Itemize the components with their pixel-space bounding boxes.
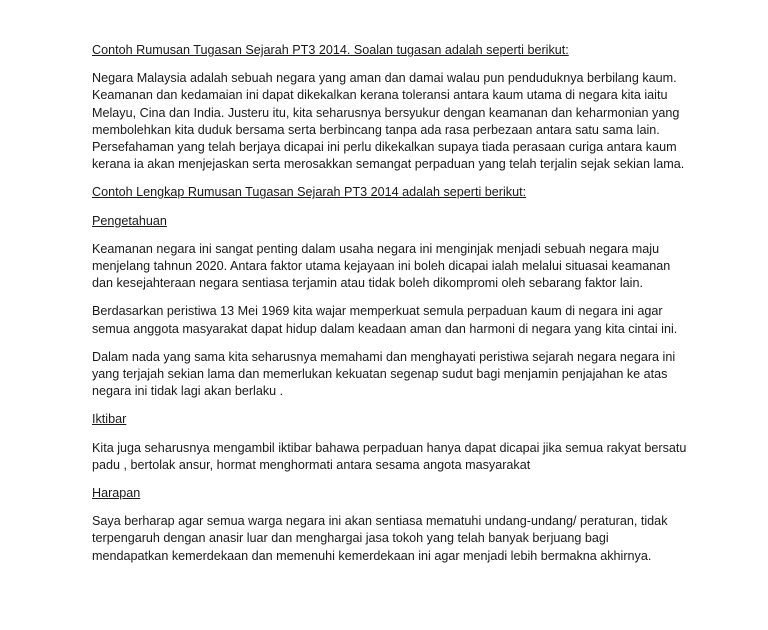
- section-title-harapan: Harapan: [92, 486, 141, 501]
- pengetahuan-paragraph-1: Keamanan negara ini sangat penting dalam usaha negara ini menginjak menjadi sebuah negara maju menjelang tahnun 2020. Antara faktor utama kejayaan ini boleh dicapai ialah melalui situasai keamanan dan kesejahteraan negara sentiasa terjamin atau tidak boleh dikompromi oleh sebarang faktor lain.: [92, 241, 671, 291]
- iktibar-paragraph: Kita juga seharusnya mengambil iktibar bahawa perpaduan hanya dapat dicapai jika semua rakyat bersatu padu , bertolak ansur, hormat menghormati antara sesama angota masyarakat: [92, 440, 687, 472]
- intro-heading: Contoh Rumusan Tugasan Sejarah PT3 2014. Soalan tugasan adalah seperti berikut:: [92, 43, 569, 57]
- pengetahuan-paragraph-3: Dalam nada yang sama kita seharusnya memahami dan menghayati peristiwa sejarah negara negara ini yang terjajah sekian lama dan memerlukan kekuatan segenap sudut bagi menjamin penjajahan ke atas negara ini tidak lagi akan berlaku .: [92, 349, 676, 399]
- full-heading: Contoh Lengkap Rumusan Tugasan Sejarah PT3 2014 adalah seperti berikut:: [92, 185, 527, 200]
- harapan-paragraph: Saya berharap agar semua warga negara ini akan sentiasa mematuhi undang-undang/ peraturan, tidak terpengaruh dengan anasir luar dan menghargai jasa tokoh yang telah banyak berjuang bagi mendapatkan kemerdekaan dan memenuhi kemerdekaan ini agar menjadi lebih bermakna akhirnya.: [92, 514, 668, 563]
- section-title-pengetahuan: Pengetahuan: [92, 213, 167, 228]
- section-title-iktibar: Iktibar: [92, 412, 127, 427]
- intro-paragraph: Negara Malaysia adalah sebuah negara yang aman dan damai walau pun penduduknya berbilang kaum. Keamanan dan kedamaian ini dapat dikekalkan kerana toleransi antara kaum utama di negara kita iaitu Melayu, Cina dan India. Justeru itu, kita seharusnya bersyukur dengan keamanan dan keharmonian yang membolehkan kita duduk bersama serta berbincang tanpa ada rasa perbezaan antara satu sama lain. Persefahaman yang telah berjaya dicapai ini perlu dikekalkan supaya tiada perasaan curiga antara kaum kerana ia akan menjejaskan serta merosakkan semangat perpaduan yang telah terjalin sejak sekian lama.: [92, 71, 685, 172]
- pengetahuan-paragraph-2: Berdasarkan peristiwa 13 Mei 1969 kita wajar memperkuat semula perpaduan kaum di negara ini agar semua anggota masyarakat dapat hidup dalam keadaan aman dan harmoni di negara yang kita cintai ini.: [92, 304, 678, 336]
